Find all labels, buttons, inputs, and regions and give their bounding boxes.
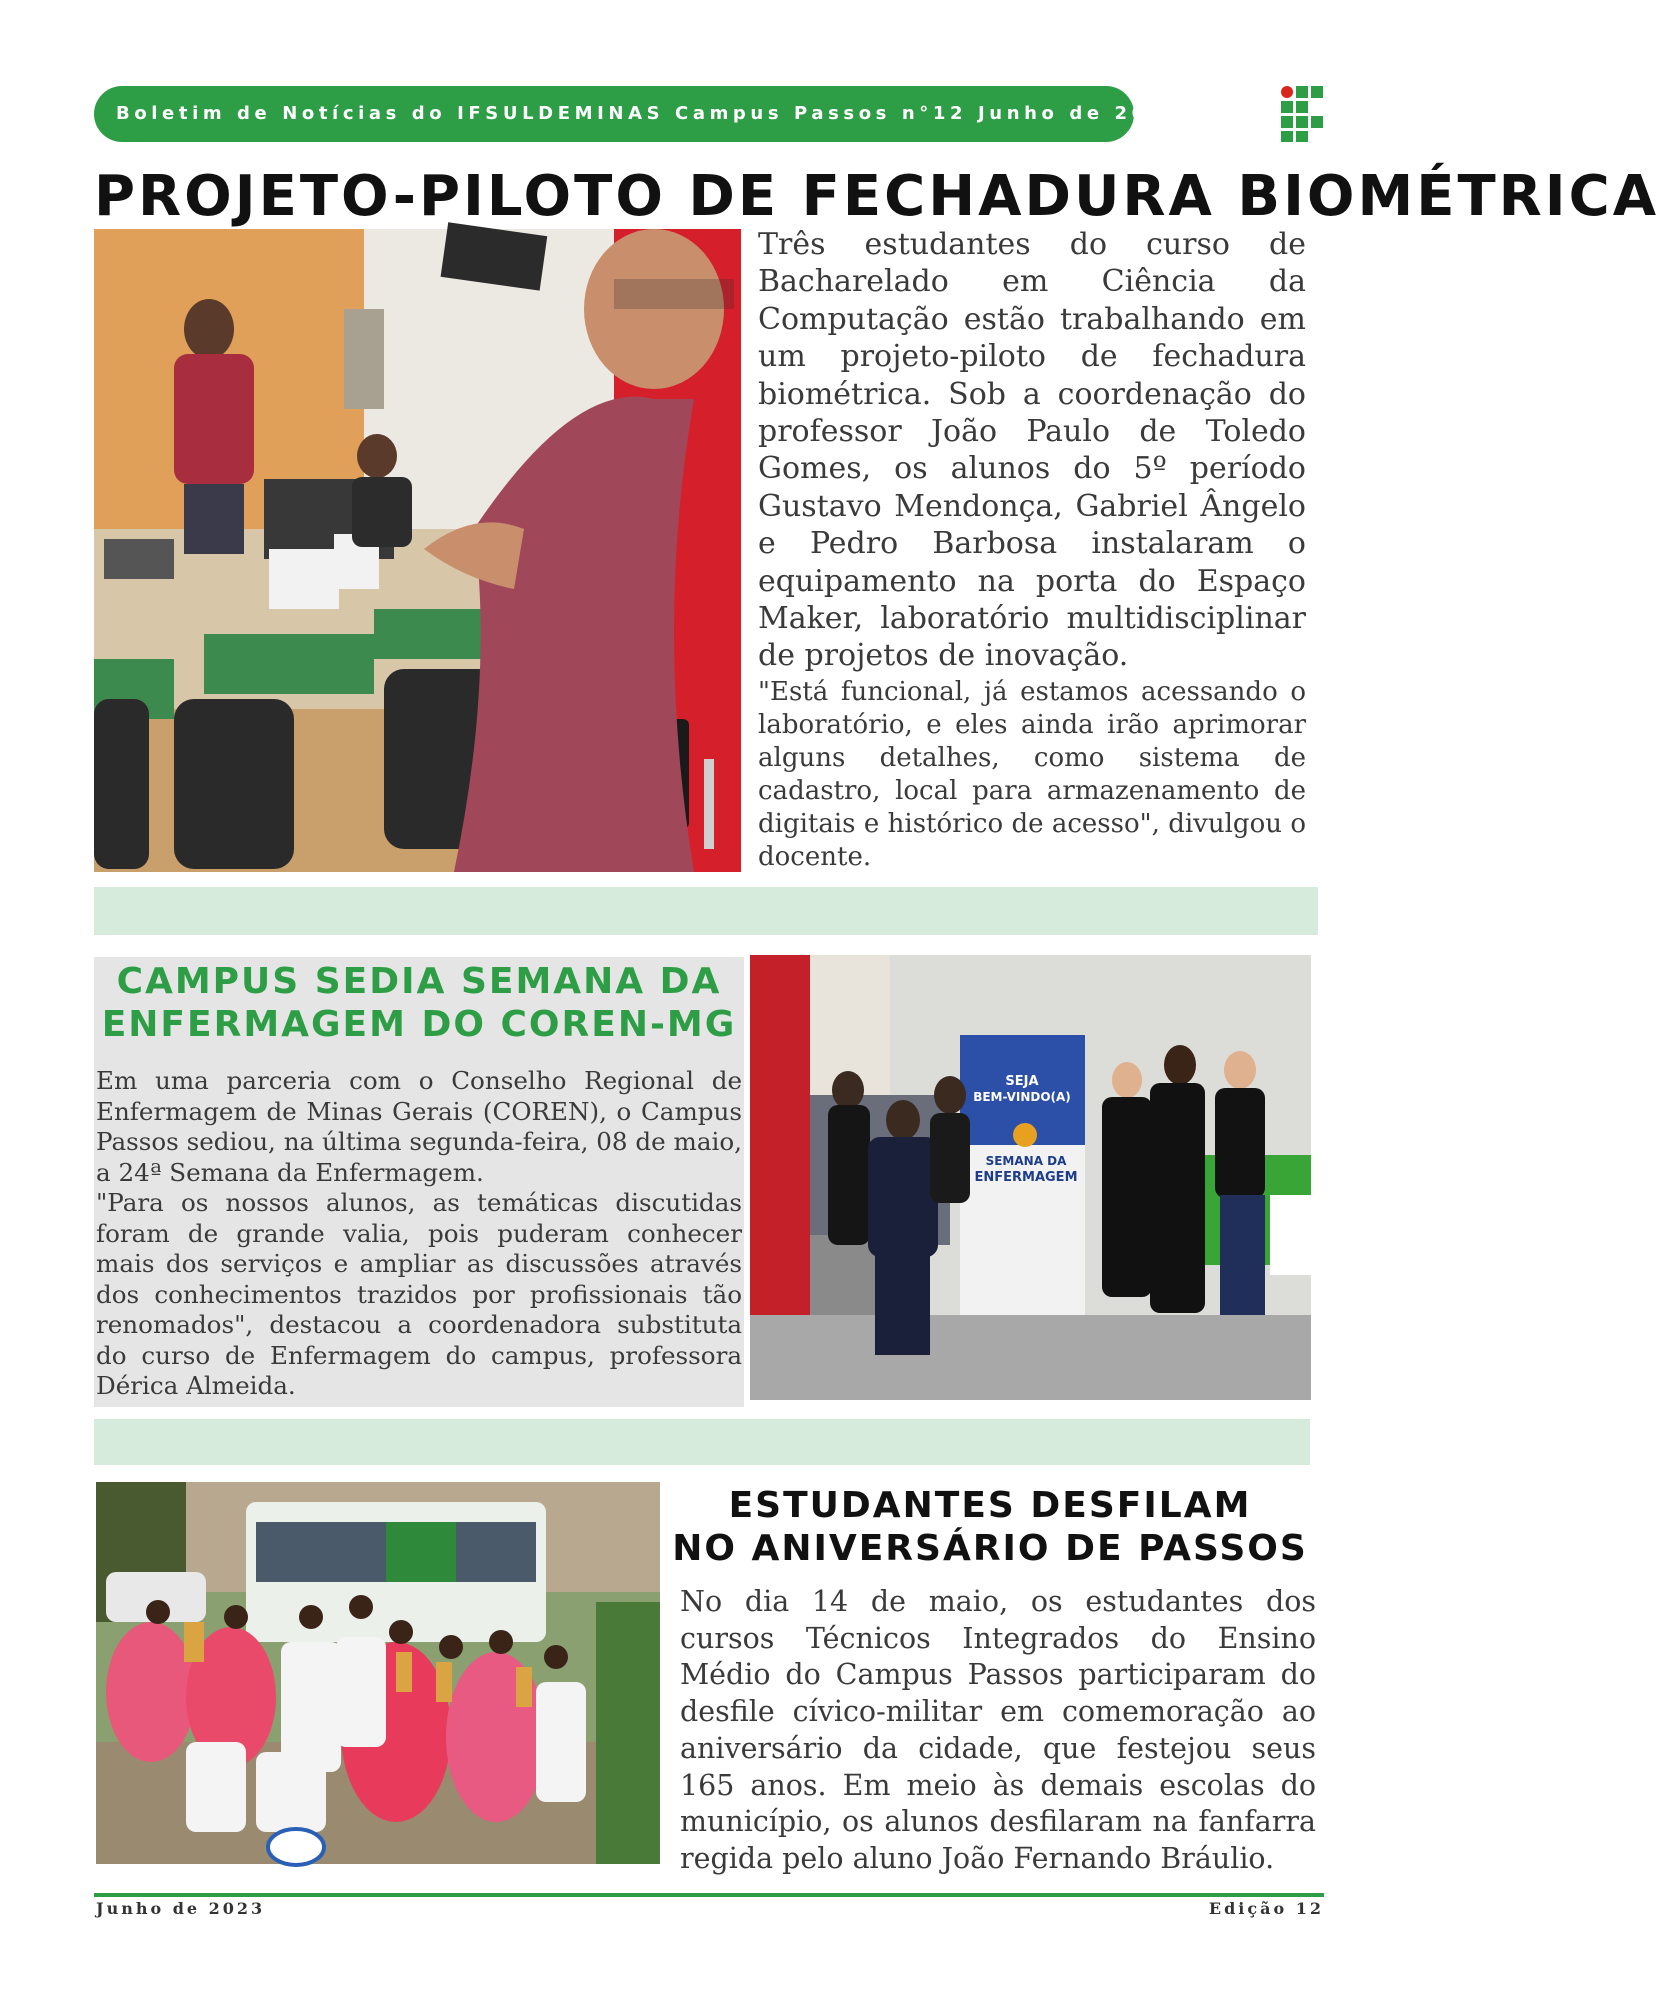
footer-divider (94, 1893, 1324, 1897)
footer-edition: Edição 12 (1208, 1899, 1324, 1918)
nursing-week-photo (750, 955, 1311, 1400)
footer-date: Junho de 2023 (96, 1899, 266, 1918)
article3-title (670, 1484, 1310, 1570)
banner-text-line-2: BEM-VINDO(A) (973, 1090, 1071, 1104)
article2-body (96, 1066, 742, 1402)
article3-paragraph-1: No dia 14 de maio, os estudantes dos cursos Técnicos Integrados do Ensino Médio do Campus Passos participaram do desfile cívico-militar em comemoração ao aniversário da cidade, que festejou seus 165 anos. Em meio às demais escolas do município, os alunos desfilaram na fanfarra regida pelo aluno João Fernando Bráulio. (680, 1585, 1316, 1875)
bulletin-header: Boletim de Notícias do IFSULDEMINAS Campus Passos n°12 Junho de 2023 (94, 86, 1134, 142)
article3-title-line-2: NO ANIVERSÁRIO DE PASSOS (672, 1528, 1308, 1569)
article1-title: PROJETO-PILOTO DE FECHADURA BIOMÉTRICA (94, 164, 1659, 229)
article2-paragraph-2: "Para os nossos alunos, as temáticas discutidas foram de grande valia, pois puderam conhecer mais dos serviços e ampliar as discussões através dos conhecimentos trazidos por profissionais tão renomados", destacou a coordenadora substituta do curso de Enfermagem do campus, professora Dérica Almeida. (96, 1188, 742, 1400)
article1-paragraph-1: Três estudantes do curso de Bacharelado em Ciência da Computação estão trabalhando em um projeto-piloto de fechadura biométrica. Sob a coordenação do professor João Paulo de Toledo Gomes, os alunos do 5º período Gustavo Mendonça, Gabriel Ângelo e Pedro Barbosa instalaram o equipamento na porta do Espaço Maker, laboratório multidisciplinar de projetos de inovação. (758, 227, 1306, 674)
article2-title-line-2: ENFERMAGEM DO COREN-MG (101, 1004, 737, 1045)
section-divider-band-2 (94, 1419, 1310, 1465)
article1-paragraph-2: "Está funcional, já estamos acessando o laboratório, e eles ainda irão aprimorar alguns detalhes, como sistema de cadastro, local para armazenamento de digitais e histórico de acesso", divulgou o docente. (758, 677, 1306, 872)
article2-title (94, 960, 744, 1046)
lab-students-photo (94, 229, 741, 872)
article2-title-line-1: CAMPUS SEDIA SEMANA DA (116, 961, 722, 1002)
article3-title-line-1: ESTUDANTES DESFILAM (728, 1485, 1252, 1526)
banner-text-line-1: SEJA (1005, 1074, 1039, 1089)
ifsuldeminas-logo-icon (1281, 86, 1323, 142)
article2-paragraph-1: Em uma parceria com o Conselho Regional de Enfermagem de Minas Gerais (COREN), o Campus Passos sediou, na última segunda-feira, 08 de maio, a 24ª Semana da Enfermagem. (96, 1066, 742, 1187)
banner-text-line-4: ENFERMAGEM (974, 1170, 1078, 1185)
parade-students-photo (96, 1482, 660, 1864)
banner-text-line-3: SEMANA DA (985, 1154, 1067, 1168)
section-divider-band (94, 887, 1318, 935)
